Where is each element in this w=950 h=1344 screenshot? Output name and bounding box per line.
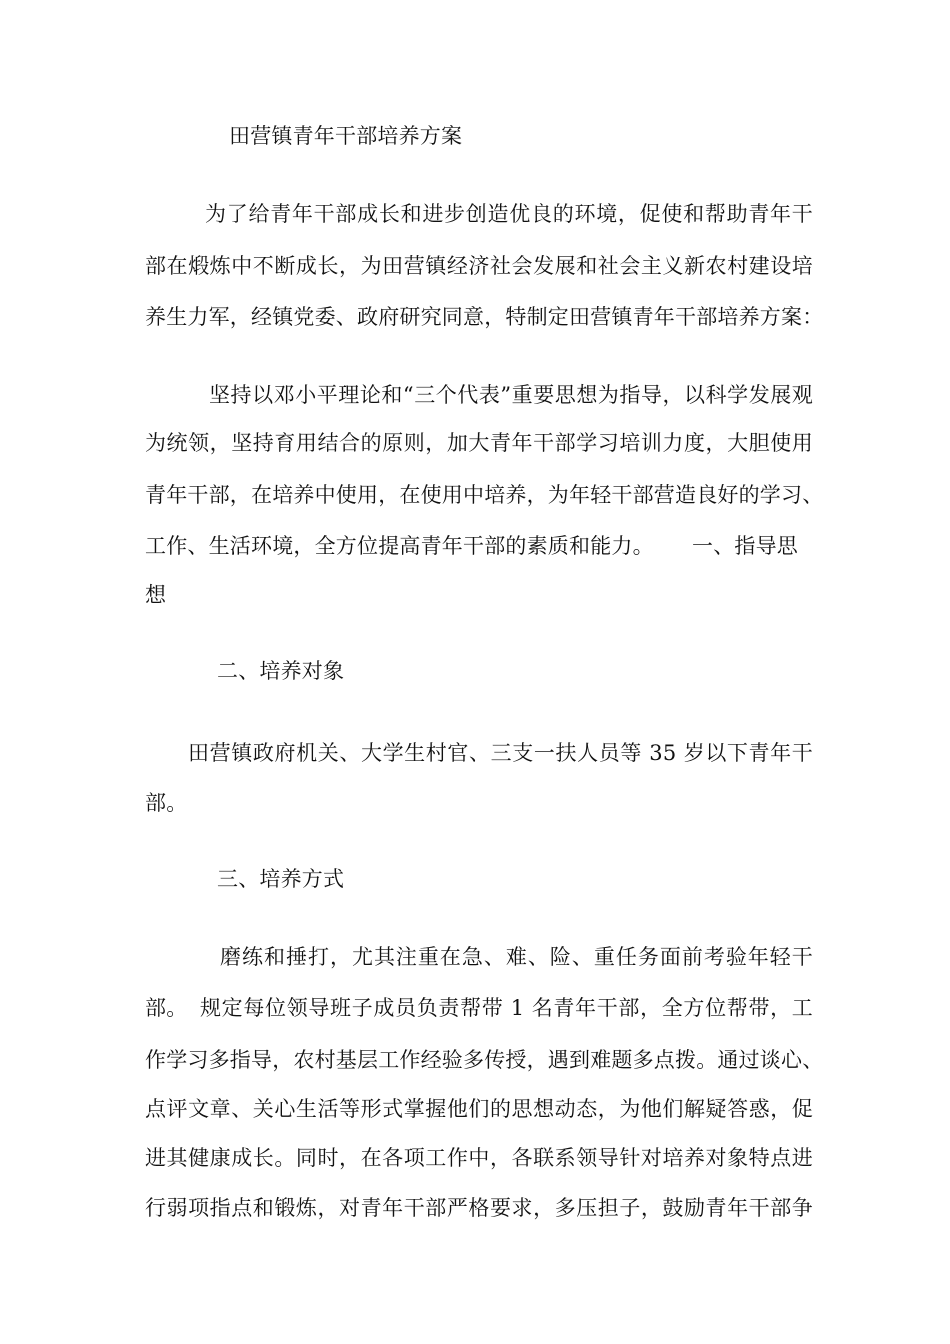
method-line-2a: 部。 xyxy=(145,996,188,1020)
intro-line-1: 为了给青年干部成长和进步创造优良的环境，促使和帮助青年干 xyxy=(205,202,813,226)
section2-heading: 二、培养对象 xyxy=(217,659,345,683)
method-line-3: 作学习多指导，农村基层工作经验多传授，遇到难题多点拨。通过谈心、 xyxy=(145,1048,824,1072)
method-line-5: 进其健康成长。同时，在各项工作中，各联系领导针对培养对象特点进 xyxy=(145,1146,813,1170)
document-title: 田营镇青年干部培养方案 xyxy=(229,124,463,148)
guiding-line-1: 坚持以邓小平理论和“三个代表”重要思想为指导，以科学发展观 xyxy=(209,383,813,407)
target-line-1: 田营镇政府机关、大学生村官、三支一扶人员等 35 岁以下青年干 xyxy=(188,741,813,765)
intro-line-2: 部在煅炼中不断成长，为田营镇经济社会发展和社会主义新农村建设培 xyxy=(145,254,813,278)
section1-heading-part2: 想 xyxy=(145,583,167,607)
guiding-line-2: 为统领，坚持育用结合的原则，加大青年干部学习培训力度，大胆使用 xyxy=(145,431,813,455)
section1-heading-part1: 一、指导思 xyxy=(692,534,798,558)
guiding-line-4: 工作、生活环境，全方位提高青年干部的素质和能力。 xyxy=(145,534,654,558)
intro-line-3: 养生力军，经镇党委、政府研究同意，特制定田营镇青年干部培养方案： xyxy=(145,305,824,329)
guiding-line-3: 青年干部，在培养中使用，在使用中培养，为年轻干部营造良好的学习、 xyxy=(145,483,824,507)
method-line-6: 行弱项指点和锻炼，对青年干部严格要求，多压担子，鼓励青年干部争 xyxy=(145,1196,813,1220)
target-line-2: 部。 xyxy=(145,791,188,815)
method-line-2b: 规定每位领导班子成员负责帮带 1 名青年干部，全方位帮带，工 xyxy=(200,996,813,1020)
section3-heading: 三、培养方式 xyxy=(217,867,345,891)
method-line-1: 磨练和捶打，尤其注重在急、难、险、重任务面前考验年轻干 xyxy=(220,945,813,969)
method-line-4: 点评文章、关心生活等形式掌握他们的思想动态，为他们解疑答惑，促 xyxy=(145,1097,813,1121)
